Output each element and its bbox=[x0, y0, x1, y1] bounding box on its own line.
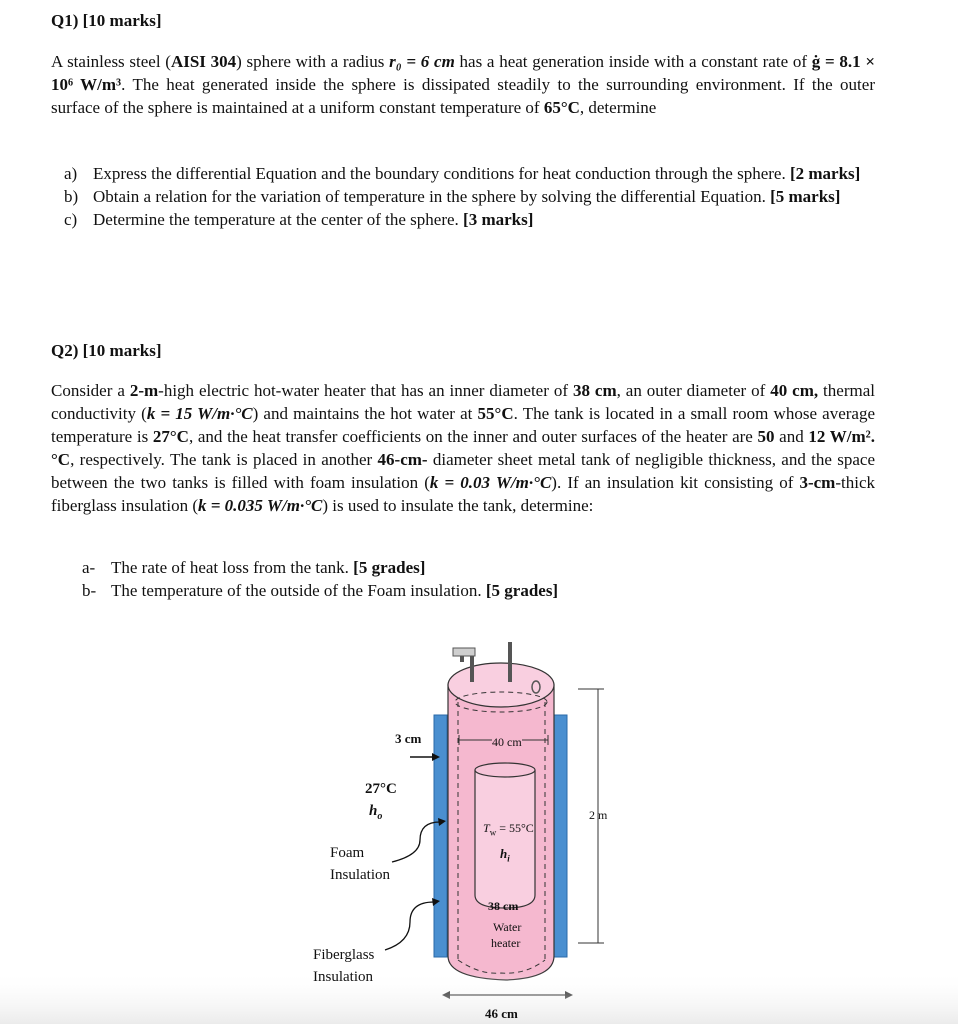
q1-heading: Q1) [10 marks] bbox=[51, 11, 162, 30]
list-item: c) Determine the temperature at the center of the sphere. [3 marks] bbox=[64, 210, 534, 229]
list-item: b) Obtain a relation for the variation of temperature in the sphere by solving the differential Equation. [5 marks] bbox=[64, 187, 841, 206]
label-40cm: 40 cm bbox=[492, 732, 522, 752]
q1-intro: A stainless steel (AISI 304) sphere with a radius r₀ = 6 cm has a heat generation inside with a constant rate of ġ = 8.1 × 10⁶ W/m³. The heat generated inside the sphere is dissipated steadily to the surrounding environment. If the outer surface of the sphere is maintained at a uniform constant temperature of 65°C, determine bbox=[51, 52, 876, 117]
water-heater-figure bbox=[0, 630, 958, 1024]
list-item: b- The temperature of the outside of the Foam insulation. [5 grades] bbox=[82, 581, 559, 600]
label-fiberglass-insulation: Insulation bbox=[313, 969, 373, 985]
label-tw: $T_w = 55^\circ C$ bbox=[483, 821, 534, 838]
label-foam: Foam bbox=[330, 845, 365, 861]
fiberglass-right-strip bbox=[554, 715, 567, 957]
label-2m: 2 m bbox=[589, 808, 608, 822]
label-3cm: 3 cm bbox=[395, 731, 422, 746]
list-item: a- The rate of heat loss from the tank. [5 grades] bbox=[82, 558, 426, 577]
label-hi: $h_i$ bbox=[500, 846, 510, 864]
list-item: a) Express the differential Equation and the boundary conditions for heat conduction through the sphere. [2 marks] bbox=[64, 164, 861, 183]
label-heater: heater bbox=[491, 936, 521, 950]
q2-parts-list bbox=[82, 556, 872, 602]
q1-parts-list bbox=[64, 162, 875, 231]
label-fiberglass: Fiberglass bbox=[313, 947, 375, 963]
label-38cm: 38 cm bbox=[488, 899, 519, 913]
label-foam-insulation: Insulation bbox=[330, 867, 390, 883]
label-ho: $h_o$ bbox=[369, 803, 383, 822]
fiberglass-left-strip bbox=[434, 715, 447, 957]
q2-intro: Consider a 2-m-high electric hot-water heater that has an inner diameter of 38 cm, an outer diameter of 40 cm, thermal conductivity (k = 15 W/m·°C) and maintains the hot water at 55°C. The tank is located in a small room whose average temperature is 27°C, and the heat transfer coefficients on the inner and outer surfaces of the heater are 50 and 12 W/m².°C, respectively. The tank is placed in another 46-cm- diameter sheet metal tank of negligible thickness, and the space between the two tanks is filled with foam insulation (k = 0.03 W/m·°C). If an insulation kit consisting of 3-cm-thick fiberglass insulation (k = 0.035 W/m·°C) is used to insulate the tank, determine: bbox=[51, 381, 876, 515]
label-46cm: 46 cm bbox=[485, 1006, 518, 1021]
label-water: Water bbox=[493, 920, 522, 934]
label-room-temp: 27°C bbox=[365, 781, 397, 797]
q2-heading: Q2) [10 marks] bbox=[51, 341, 162, 360]
